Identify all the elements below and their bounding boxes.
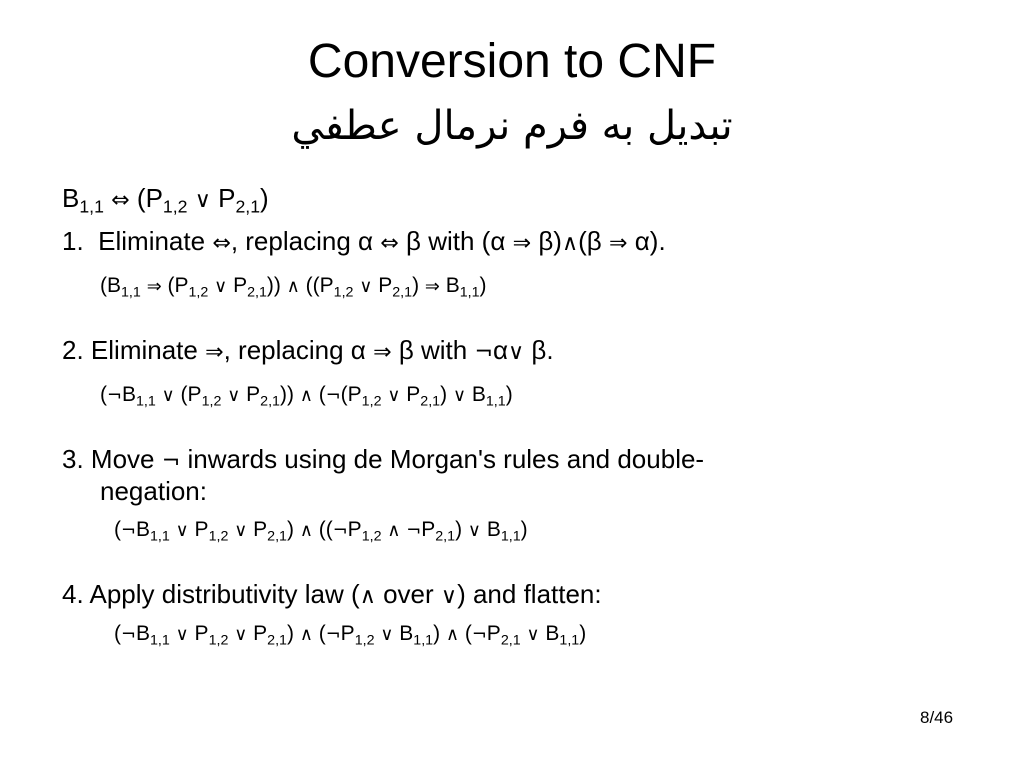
not-symbol: ¬	[332, 520, 348, 541]
subscript: 1,1	[485, 393, 506, 410]
subscript: 1,2	[188, 284, 209, 301]
step-text: ) and flatten:	[457, 579, 602, 609]
step-text: β with	[398, 335, 468, 365]
subscript: 1,1	[413, 632, 434, 649]
or-symbol: ∨	[467, 520, 481, 541]
iff-symbol: ⇔	[212, 230, 231, 256]
subscript: 1,2	[201, 393, 222, 410]
formula-text: ($\neg B_{1,1}$ ∨ $P_{1,2}$ ∨ $P_{2,1}$) ∧ ($\neg P_{1,2}$ ∨ $B_{1,1}$) ∧ ($\neg P_{2,1}$ ∨ $B_{1,1}$)	[114, 622, 587, 649]
not-symbol: ¬	[471, 624, 487, 645]
or-symbol: ∨	[227, 385, 241, 406]
slide-title: Conversion to CNF	[307, 35, 717, 88]
and-symbol: ∧	[299, 624, 313, 645]
subscript: 1,1	[149, 632, 170, 649]
formula-open: (P	[136, 183, 163, 213]
step-text: , replacing α	[230, 226, 374, 256]
step-2-text	[62, 334, 554, 368]
step-3-text-continued: negation:	[100, 476, 207, 506]
step-text: (β	[578, 226, 602, 256]
step-number: 1.	[62, 226, 84, 256]
implies-symbol: ⇒	[609, 230, 628, 256]
and-symbol: ∧	[359, 583, 376, 609]
subscript: 1,2	[361, 393, 382, 410]
or-symbol: ∨	[194, 187, 211, 213]
and-symbol: ∧	[561, 230, 579, 256]
implies-symbol: ⇒	[205, 339, 224, 365]
step-3-text	[62, 443, 704, 477]
implies-symbol: ⇒	[373, 339, 392, 365]
subscript: 2,1	[500, 632, 521, 649]
subscript: 1,1	[79, 196, 104, 217]
formula-symbol-p: P	[218, 183, 236, 213]
not-symbol: ¬	[121, 624, 136, 645]
subscript: 1,1	[149, 528, 170, 545]
step-2-formula	[100, 381, 513, 410]
step-text: α).	[634, 226, 666, 256]
subscript: 1,1	[500, 528, 521, 545]
not-symbol: ¬	[325, 624, 341, 645]
subscript: 2,1	[267, 632, 287, 649]
subscript: 1,1	[121, 284, 141, 301]
subscript: 1,2	[208, 632, 229, 649]
step-text: Eliminate	[98, 226, 206, 256]
step-number: 3.	[62, 444, 84, 474]
implies-symbol: ⇒	[146, 276, 162, 297]
not-symbol: ¬	[121, 520, 136, 541]
step-number: 4.	[62, 579, 84, 609]
step-3-formula	[114, 516, 528, 545]
subscript: 1,2	[208, 528, 229, 545]
and-symbol: ∧	[387, 520, 401, 541]
subscript: 2,1	[420, 393, 441, 410]
or-symbol: ∨	[526, 624, 540, 645]
or-symbol: ∨	[387, 385, 401, 406]
subscript: 1,2	[333, 284, 354, 301]
subscript: 1,1	[135, 393, 156, 410]
formula-symbol-b: B	[62, 183, 80, 213]
or-symbol: ∨	[452, 385, 466, 406]
page-number: 8/46	[920, 708, 954, 727]
subscript: 2,1	[392, 284, 413, 301]
formula-text: ($B_{1,1}$ ⇒ ($P_{1,2}$ ∨ $P_{2,1}$)) ∧ (($P_{1,2}$ ∨ $P_{2,1}$) ⇒ $B_{1,1}$)	[100, 274, 487, 301]
formula-text: ($\neg B_{1,1}$ ∨ $P_{1,2}$ ∨ $P_{2,1}$) ∧ (($\neg P_{1,2}$ ∧ $\neg P_{2,1}$) ∨ $B_{1,1}$)	[114, 518, 528, 545]
not-symbol: ¬	[161, 448, 181, 474]
and-symbol: ∧	[299, 385, 313, 406]
subscript: 1,2	[361, 528, 382, 545]
not-symbol: ¬	[474, 339, 493, 365]
subscript: 2,1	[435, 528, 456, 545]
subscript: 2,1	[247, 284, 267, 301]
or-symbol: ∨	[508, 339, 525, 365]
step-text: , replacing α	[223, 335, 366, 365]
or-symbol: ∨	[440, 583, 458, 609]
formula-text: ($\neg B_{1,1}$ ∨ ($P_{1,2}$ ∨ $P_{2,1}$)) ∧ ($\neg(P_{1,2}$ ∨ $P_{2,1}$) ∨ $B_{1,1}$)	[100, 383, 513, 410]
step-text: β.	[531, 335, 554, 365]
iff-symbol: ⇔	[111, 187, 130, 213]
or-symbol: ∨	[175, 520, 189, 541]
not-symbol: ¬	[107, 385, 122, 406]
subscript: 2,1	[260, 393, 280, 410]
subscript: 2,1	[235, 196, 261, 217]
step-text: β with (α	[406, 226, 506, 256]
or-symbol: ∨	[380, 624, 394, 645]
not-symbol: ¬	[406, 520, 422, 541]
step-text: inwards using de Morgan's rules and double-	[187, 444, 705, 474]
implies-symbol: ⇒	[424, 276, 440, 297]
step-4-text	[62, 578, 602, 612]
step-text: β)	[538, 226, 562, 256]
step-text: Move	[90, 444, 155, 474]
implies-symbol: ⇒	[512, 230, 532, 256]
and-symbol: ∧	[299, 520, 313, 541]
iff-symbol: ⇔	[380, 230, 399, 256]
step-4-formula	[114, 620, 586, 649]
subscript: 1,2	[354, 632, 375, 649]
or-symbol: ∨	[234, 520, 248, 541]
step-text: Apply distributivity law (	[89, 579, 360, 609]
or-symbol: ∨	[234, 624, 248, 645]
formula-close: )	[260, 183, 269, 213]
not-symbol: ¬	[325, 385, 341, 406]
step-1-formula	[100, 272, 487, 301]
or-symbol: ∨	[214, 276, 228, 297]
and-symbol: ∧	[445, 624, 460, 645]
and-symbol: ∧	[286, 276, 300, 297]
subscript: 2,1	[267, 528, 287, 545]
subscript: 1,1	[459, 284, 480, 301]
step-number: 2.	[62, 335, 84, 365]
subscript: 1,2	[162, 196, 188, 217]
slide-subtitle: تبديل به فرم نرمال عطفي	[291, 103, 733, 149]
or-symbol: ∨	[161, 385, 175, 406]
or-symbol: ∨	[175, 624, 189, 645]
step-text: Eliminate	[90, 335, 198, 365]
biconditional-formula	[62, 182, 269, 216]
step-1-text	[62, 225, 666, 259]
step-text: over	[383, 579, 434, 609]
or-symbol: ∨	[359, 276, 373, 297]
step-text: α	[492, 335, 509, 365]
subscript: 1,1	[559, 632, 580, 649]
